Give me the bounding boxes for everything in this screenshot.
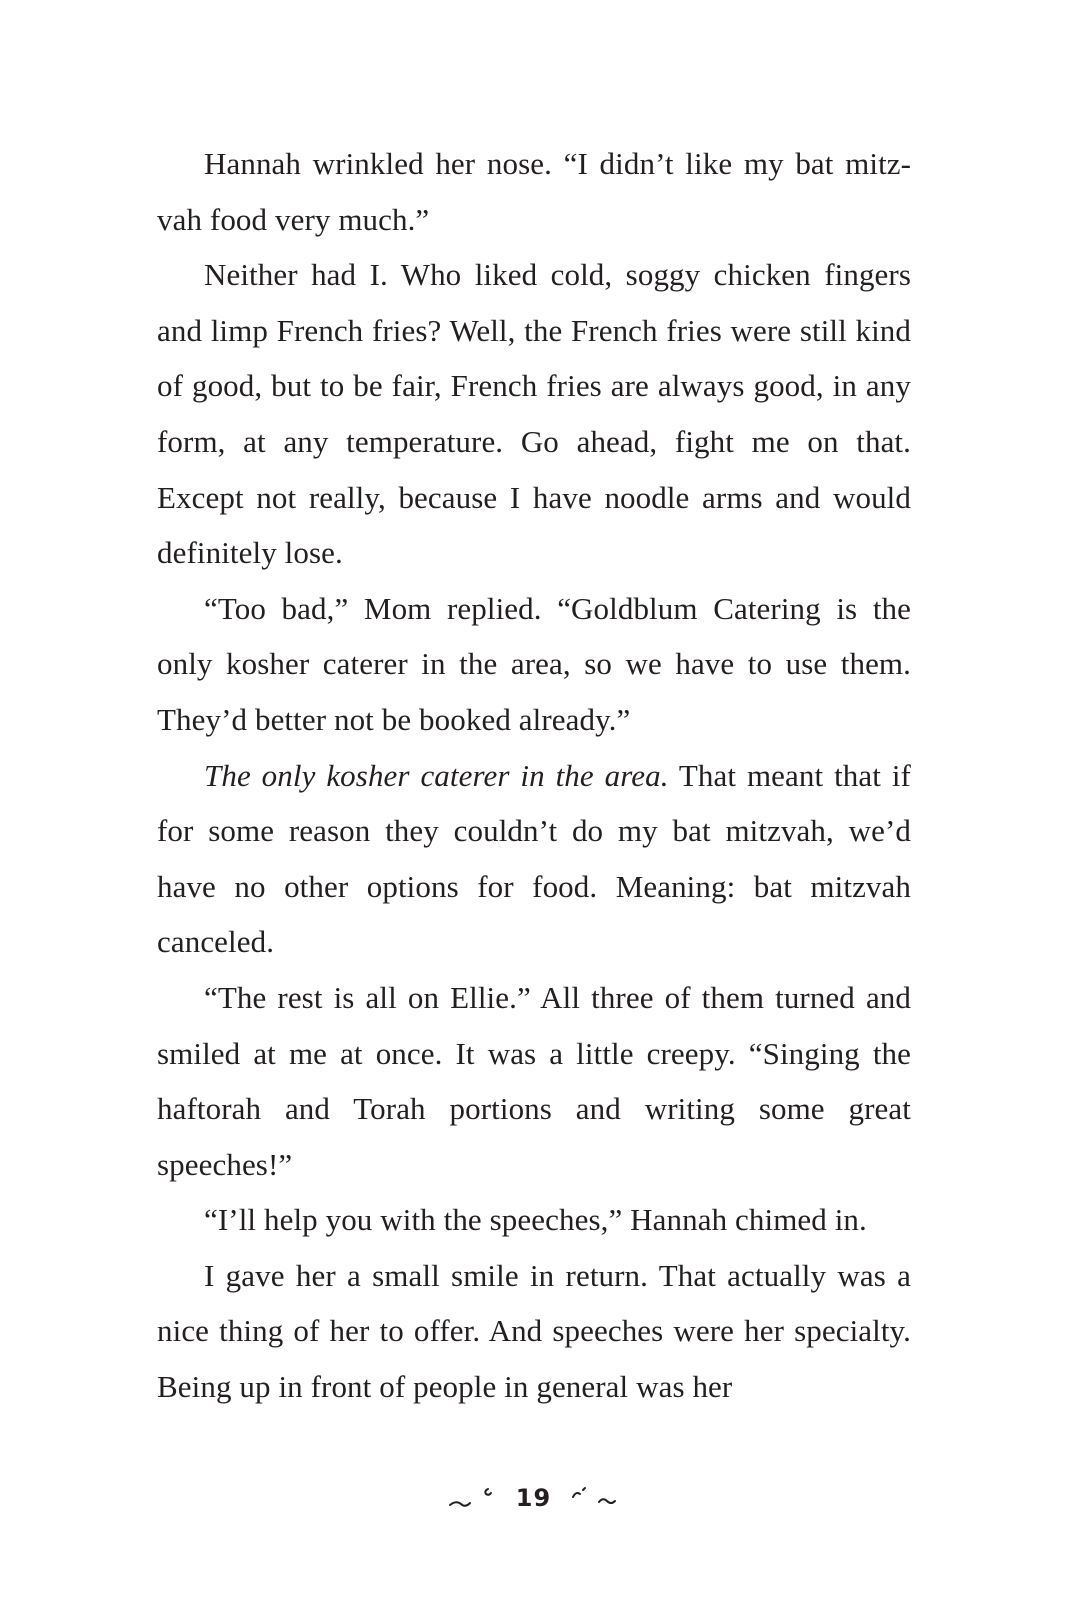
flourish-left-icon <box>448 1485 498 1511</box>
paragraph-6: “I’ll help you with the speeches,” Hannah chimed in. <box>204 1202 867 1238</box>
paragraph-2: Neither had I. Who liked cold, soggy chicken fingers and limp French fries? Well, the French fries were still kind of good, but to be fair, French fries are always good, in any form, at any temperature. Go ahead, fight me on that. Except not really, because I have noodle arms and would definitely lose. <box>157 257 911 571</box>
paragraph-3: “Too bad,” Mom replied. “Goldblum Catering is the only kosher caterer in the area, so we have to use them. They’d better not be booked already.” <box>157 590 911 737</box>
paragraph-1: Hannah wrinkled her nose. “I didn’t like my bat mitzvah food very much.” <box>157 146 911 237</box>
paragraph-7: I gave her a small smile in return. That actually was a nice thing of her to offer. And speeches were her specialty. Being up in front of people in general was her <box>157 1257 911 1405</box>
paragraph-5: “The rest is all on Ellie.” All three of them turned and smiled at me at once. It was a little creepy. “Singing the haftorah and Torah portions and writing some great speeches!” <box>157 979 911 1182</box>
page-number: 19 <box>515 1484 552 1512</box>
italic-phrase: The only kosher caterer in the area. <box>204 757 669 793</box>
page-footer <box>0 1478 1067 1518</box>
paragraph-4-text: That meant that if for some reason they couldn’t do my bat mitzvah, we’d have no other options for food. Meaning: bat mitzvah canceled. <box>157 757 911 960</box>
paragraph-4 <box>157 748 911 970</box>
flourish-right-icon <box>569 1485 619 1511</box>
book-page-text <box>157 136 911 1415</box>
